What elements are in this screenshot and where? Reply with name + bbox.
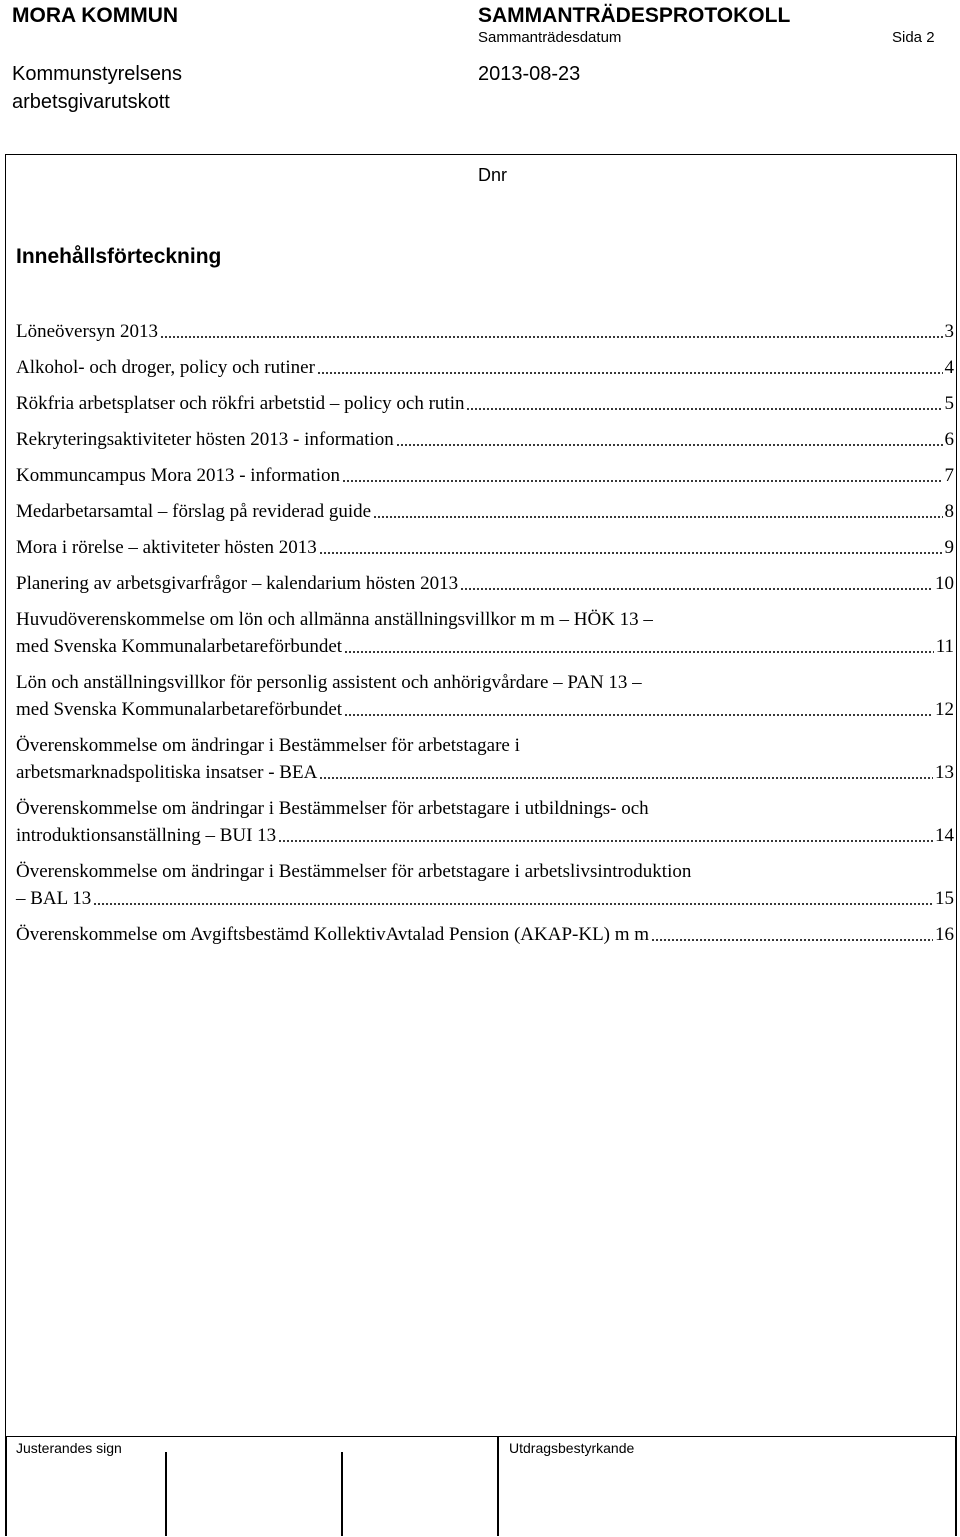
toc-entry-title: Alkohol- och droger, policy och rutiner xyxy=(16,357,315,378)
toc-entry-title: Överenskommelse om Avgiftsbestämd KollektivAvtalad Pension (AKAP-KL) m m xyxy=(16,924,650,945)
toc-item xyxy=(16,318,954,345)
meeting-date-label: Sammanträdesdatum xyxy=(478,29,622,46)
toc-item xyxy=(16,732,954,786)
toc-entry-title: Planering av arbetsgivarfrågor – kalendarium hösten 2013 xyxy=(16,573,459,594)
toc-entry-line xyxy=(16,570,954,597)
toc-dot-leader xyxy=(319,551,943,555)
toc-page-number: 15 xyxy=(935,888,954,909)
toc-entry-title: – BAL 13 xyxy=(16,888,92,909)
toc-dot-leader xyxy=(344,650,934,654)
toc-entry-title: Lön och anställningsvillkor för personlig assistent och anhörigvårdare – PAN 13 – xyxy=(16,672,642,693)
toc-entry-line xyxy=(16,462,954,489)
toc-page-number: 11 xyxy=(935,636,954,657)
table-of-contents xyxy=(16,318,954,948)
toc-entry-line-wrapped xyxy=(16,858,954,885)
toc-dot-leader xyxy=(396,443,943,447)
toc-entry-line xyxy=(16,426,954,453)
toc-item xyxy=(16,354,954,381)
toc-entry-title: Överenskommelse om ändringar i Bestämmelser för arbetstagare i xyxy=(16,735,520,756)
toc-item xyxy=(16,462,954,489)
toc-entry-title: Löneöversyn 2013 xyxy=(16,321,158,342)
toc-entry-title: Överenskommelse om ändringar i Bestämmelser för arbetstagare i utbildnings- och xyxy=(16,798,649,819)
toc-page-number: 14 xyxy=(935,825,954,846)
toc-entry-line xyxy=(16,885,954,912)
toc-page-number: 7 xyxy=(944,465,954,486)
toc-entry-line xyxy=(16,534,954,561)
toc-page-number: 5 xyxy=(944,393,954,414)
signature-box-divider xyxy=(341,1452,343,1536)
toc-entry-title: Kommuncampus Mora 2013 - information xyxy=(16,465,341,486)
toc-dot-leader xyxy=(344,713,933,717)
toc-entry-line xyxy=(16,921,954,948)
footer-section-divider xyxy=(497,1436,499,1536)
toc-item xyxy=(16,498,954,525)
toc-heading: Innehållsförteckning xyxy=(16,245,222,268)
extract-certification-label: Utdragsbestyrkande xyxy=(509,1440,635,1456)
toc-entry-line-wrapped xyxy=(16,795,954,822)
toc-entry-title: Huvudöverenskommelse om lön och allmänna anställningsvillkor m m – HÖK 13 – xyxy=(16,609,653,630)
dnr-label: Dnr xyxy=(478,165,508,185)
toc-dot-leader xyxy=(319,776,933,780)
footer-border-left xyxy=(5,1436,7,1536)
toc-entry-title: Mora i rörelse – aktiviteter hösten 2013 xyxy=(16,537,317,558)
toc-entry-title: med Svenska Kommunalarbetareförbundet xyxy=(16,699,343,720)
toc-page-number: 16 xyxy=(935,924,954,945)
toc-page-number: 13 xyxy=(935,762,954,783)
toc-entry-line xyxy=(16,354,954,381)
toc-item xyxy=(16,669,954,723)
toc-dot-leader xyxy=(651,938,933,942)
toc-entry-title: Medarbetarsamtal – förslag på reviderad guide xyxy=(16,501,372,522)
toc-entry-title: Rökfria arbetsplatser och rökfri arbetstid – policy och rutin xyxy=(16,393,465,414)
toc-item xyxy=(16,921,954,948)
toc-entry-title: Överenskommelse om ändringar i Bestämmelser för arbetstagare i arbetslivsintroduktion xyxy=(16,861,692,882)
signature-label: Justerandes sign xyxy=(16,1440,122,1456)
toc-page-number: 10 xyxy=(935,573,954,594)
toc-entry-line xyxy=(16,822,954,849)
toc-entry-line xyxy=(16,498,954,525)
toc-entry-title: Rekryteringsaktiviteter hösten 2013 - information xyxy=(16,429,394,450)
toc-dot-leader xyxy=(466,407,942,411)
footer-border-right xyxy=(955,1436,957,1536)
toc-item xyxy=(16,534,954,561)
toc-entry-line xyxy=(16,318,954,345)
toc-page-number: 9 xyxy=(944,537,954,558)
toc-page-number: 3 xyxy=(944,321,954,342)
toc-item xyxy=(16,606,954,660)
toc-entry-title: introduktionsanställning – BUI 13 xyxy=(16,825,277,846)
toc-dot-leader xyxy=(160,335,943,339)
toc-item xyxy=(16,390,954,417)
toc-entry-title: med Svenska Kommunalarbetareförbundet xyxy=(16,636,343,657)
organization-name: MORA KOMMUN xyxy=(12,4,179,27)
toc-entry-line xyxy=(16,633,954,660)
toc-dot-leader xyxy=(342,479,942,483)
toc-entry-line xyxy=(16,390,954,417)
toc-entry-line-wrapped xyxy=(16,732,954,759)
toc-entry-title: arbetsmarknadspolitiska insatser - BEA xyxy=(16,762,318,783)
meeting-date: 2013-08-23 xyxy=(478,63,581,85)
committee-name: Kommunstyrelsens arbetsgivarutskott xyxy=(12,63,183,113)
toc-page-number: 4 xyxy=(944,357,954,378)
signature-box-divider xyxy=(165,1452,167,1536)
toc-item xyxy=(16,795,954,849)
toc-page-number: 8 xyxy=(944,501,954,522)
toc-entry-line xyxy=(16,759,954,786)
toc-entry-line xyxy=(16,696,954,723)
toc-item xyxy=(16,570,954,597)
toc-page-number: 12 xyxy=(935,699,954,720)
page-number: Sida 2 xyxy=(892,29,935,46)
toc-dot-leader xyxy=(373,515,942,519)
toc-dot-leader xyxy=(317,371,943,375)
toc-dot-leader xyxy=(93,902,933,906)
document-type: SAMMANTRÄDESPROTOKOLL xyxy=(478,4,791,27)
toc-page-number: 6 xyxy=(944,429,954,450)
signature-footer xyxy=(5,1436,957,1537)
toc-entry-line-wrapped xyxy=(16,606,954,633)
toc-dot-leader xyxy=(278,839,933,843)
toc-item xyxy=(16,426,954,453)
toc-item xyxy=(16,858,954,912)
toc-entry-line-wrapped xyxy=(16,669,954,696)
toc-dot-leader xyxy=(460,587,933,591)
